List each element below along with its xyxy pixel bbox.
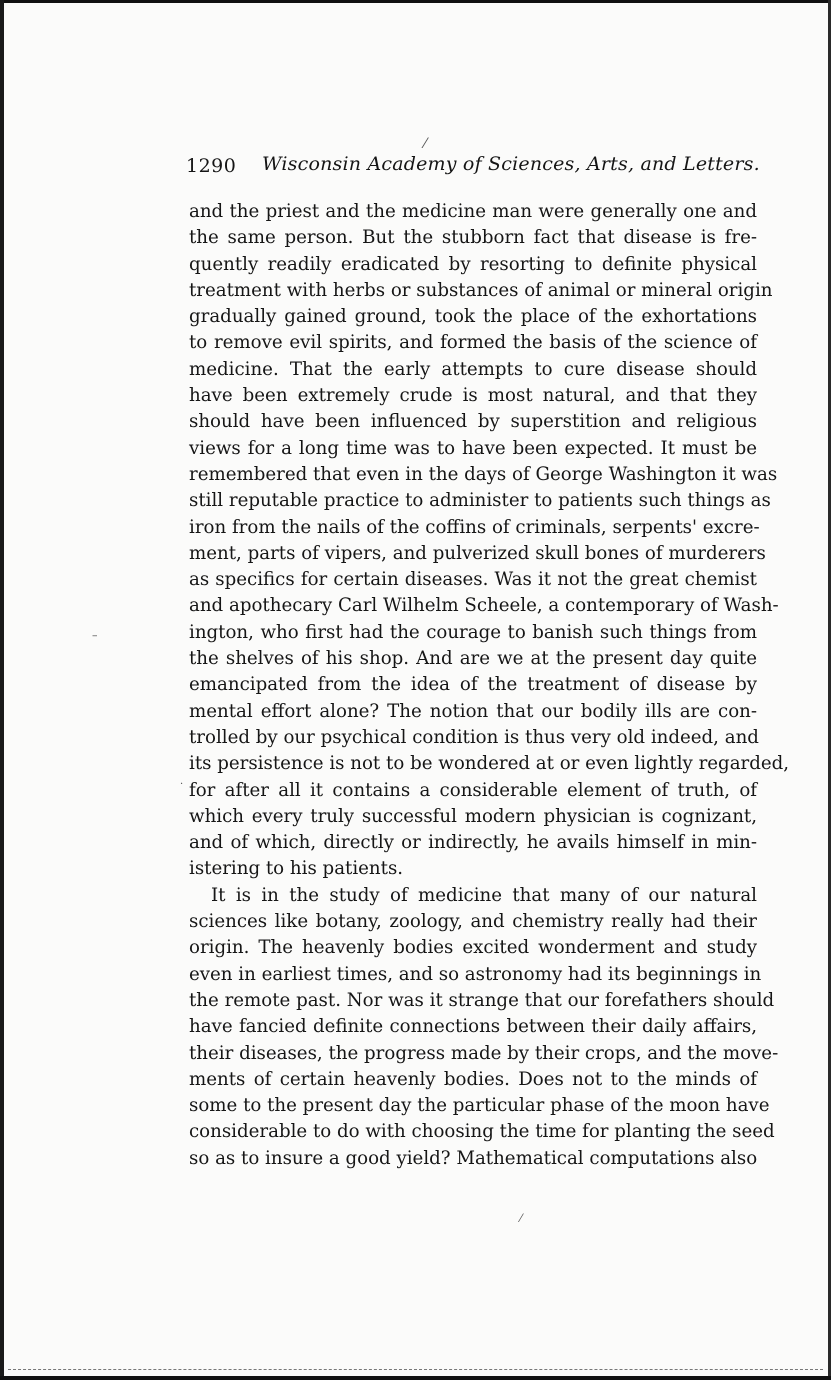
page-number: 1290 [186,155,237,177]
text-line: so as to insure a good yield? Mathematical computations also [189,1147,758,1169]
scan-edge-top [0,0,831,3]
text-line: ington, who first had the courage to banish such things from [189,621,757,643]
text-line: istering to his patients. [189,858,404,880]
text-line: emancipated from the idea of the treatment of disease by [189,674,757,696]
text-line: views for a long time was to have been expected. It must be [189,437,757,459]
text-line: mental effort alone? The notion that our bodily ills are con- [189,700,757,722]
text-line: It is in the study of medicine that many of our natural [211,884,757,906]
text-line: iron from the nails of the coffins of criminals, serpents' excre- [189,516,760,538]
text-line: origin. The heavenly bodies excited wonderment and study [189,937,757,959]
text-line: and the priest and the medicine man were generally one and [189,201,757,222]
scan-edge-bottom [0,1376,831,1380]
scan-mark: ⁄ [424,136,427,152]
text-line: still reputable practice to administer to patients such things as [189,490,771,512]
text-line: trolled by our psychical condition is thus very old indeed, and [189,726,759,748]
text-line: their diseases, the progress made by their crops, and the move- [189,1042,779,1064]
text-line: which every truly successful modern physician is cognizant, [189,805,757,827]
text-line: as specifics for certain diseases. Was it not the great chemist [189,569,757,591]
scan-mark: · [180,779,184,790]
text-line: quently readily eradicated by resorting to definite physical [189,253,757,275]
text-line: sciences like botany, zoology, and chemistry really had their [189,911,757,933]
scan-mark: ⁄ [520,1212,522,1225]
text-line: the shelves of his shop. And are we at the present day quite [189,648,757,670]
text-line: ments of certain heavenly bodies. Does not to the minds of [189,1068,757,1090]
text-line: should have been influenced by superstition and religious [189,411,757,433]
text-line: have fancied definite connections between their daily affairs, [189,1016,757,1038]
scan-mark: – [92,629,98,642]
text-line: treatment with herbs or substances of animal or mineral origin [189,279,773,301]
running-head [186,153,760,183]
text-line: the same person. But the stubborn fact that disease is fre- [189,227,757,249]
text-line: ment, parts of vipers, and pulverized skull bones of murderers [189,542,766,564]
paragraph-2 [189,883,779,1172]
text-line: the remote past. Nor was it strange that our forefathers should [189,989,775,1011]
text-line: considerable to do with choosing the time for planting the seed [189,1121,775,1143]
text-line: medicine. That the early attempts to cure disease should [189,358,757,380]
text-line: remembered that even in the days of George Washington it was [189,463,778,485]
text-line: its persistence is not to be wondered at or even lightly regarded, [189,753,790,775]
text-line: and apothecary Carl Wilhelm Scheele, a contemporary of Wash- [189,595,779,617]
text-line: even in earliest times, and so astronomy had its beginnings in [189,963,762,985]
paragraph-1 [189,199,790,883]
scan-edge-left [0,0,4,1380]
text-line: for after all it contains a considerable element of truth, of [189,779,757,801]
text-line: and of which, directly or indirectly, he avails himself in min- [189,832,757,854]
text-line: gradually gained ground, took the place of the exhortations [189,306,757,328]
scan-edge-dash [8,1369,823,1370]
body-text [189,199,790,1172]
journal-title: Wisconsin Academy of Sciences, Arts, and Letters. [262,153,760,175]
text-line: some to the present day the particular phase of the moon have [189,1095,770,1117]
text-line: to remove evil spirits, and formed the basis of the science of [189,332,757,354]
text-line: have been extremely crude is most natural, and that they [189,385,757,407]
